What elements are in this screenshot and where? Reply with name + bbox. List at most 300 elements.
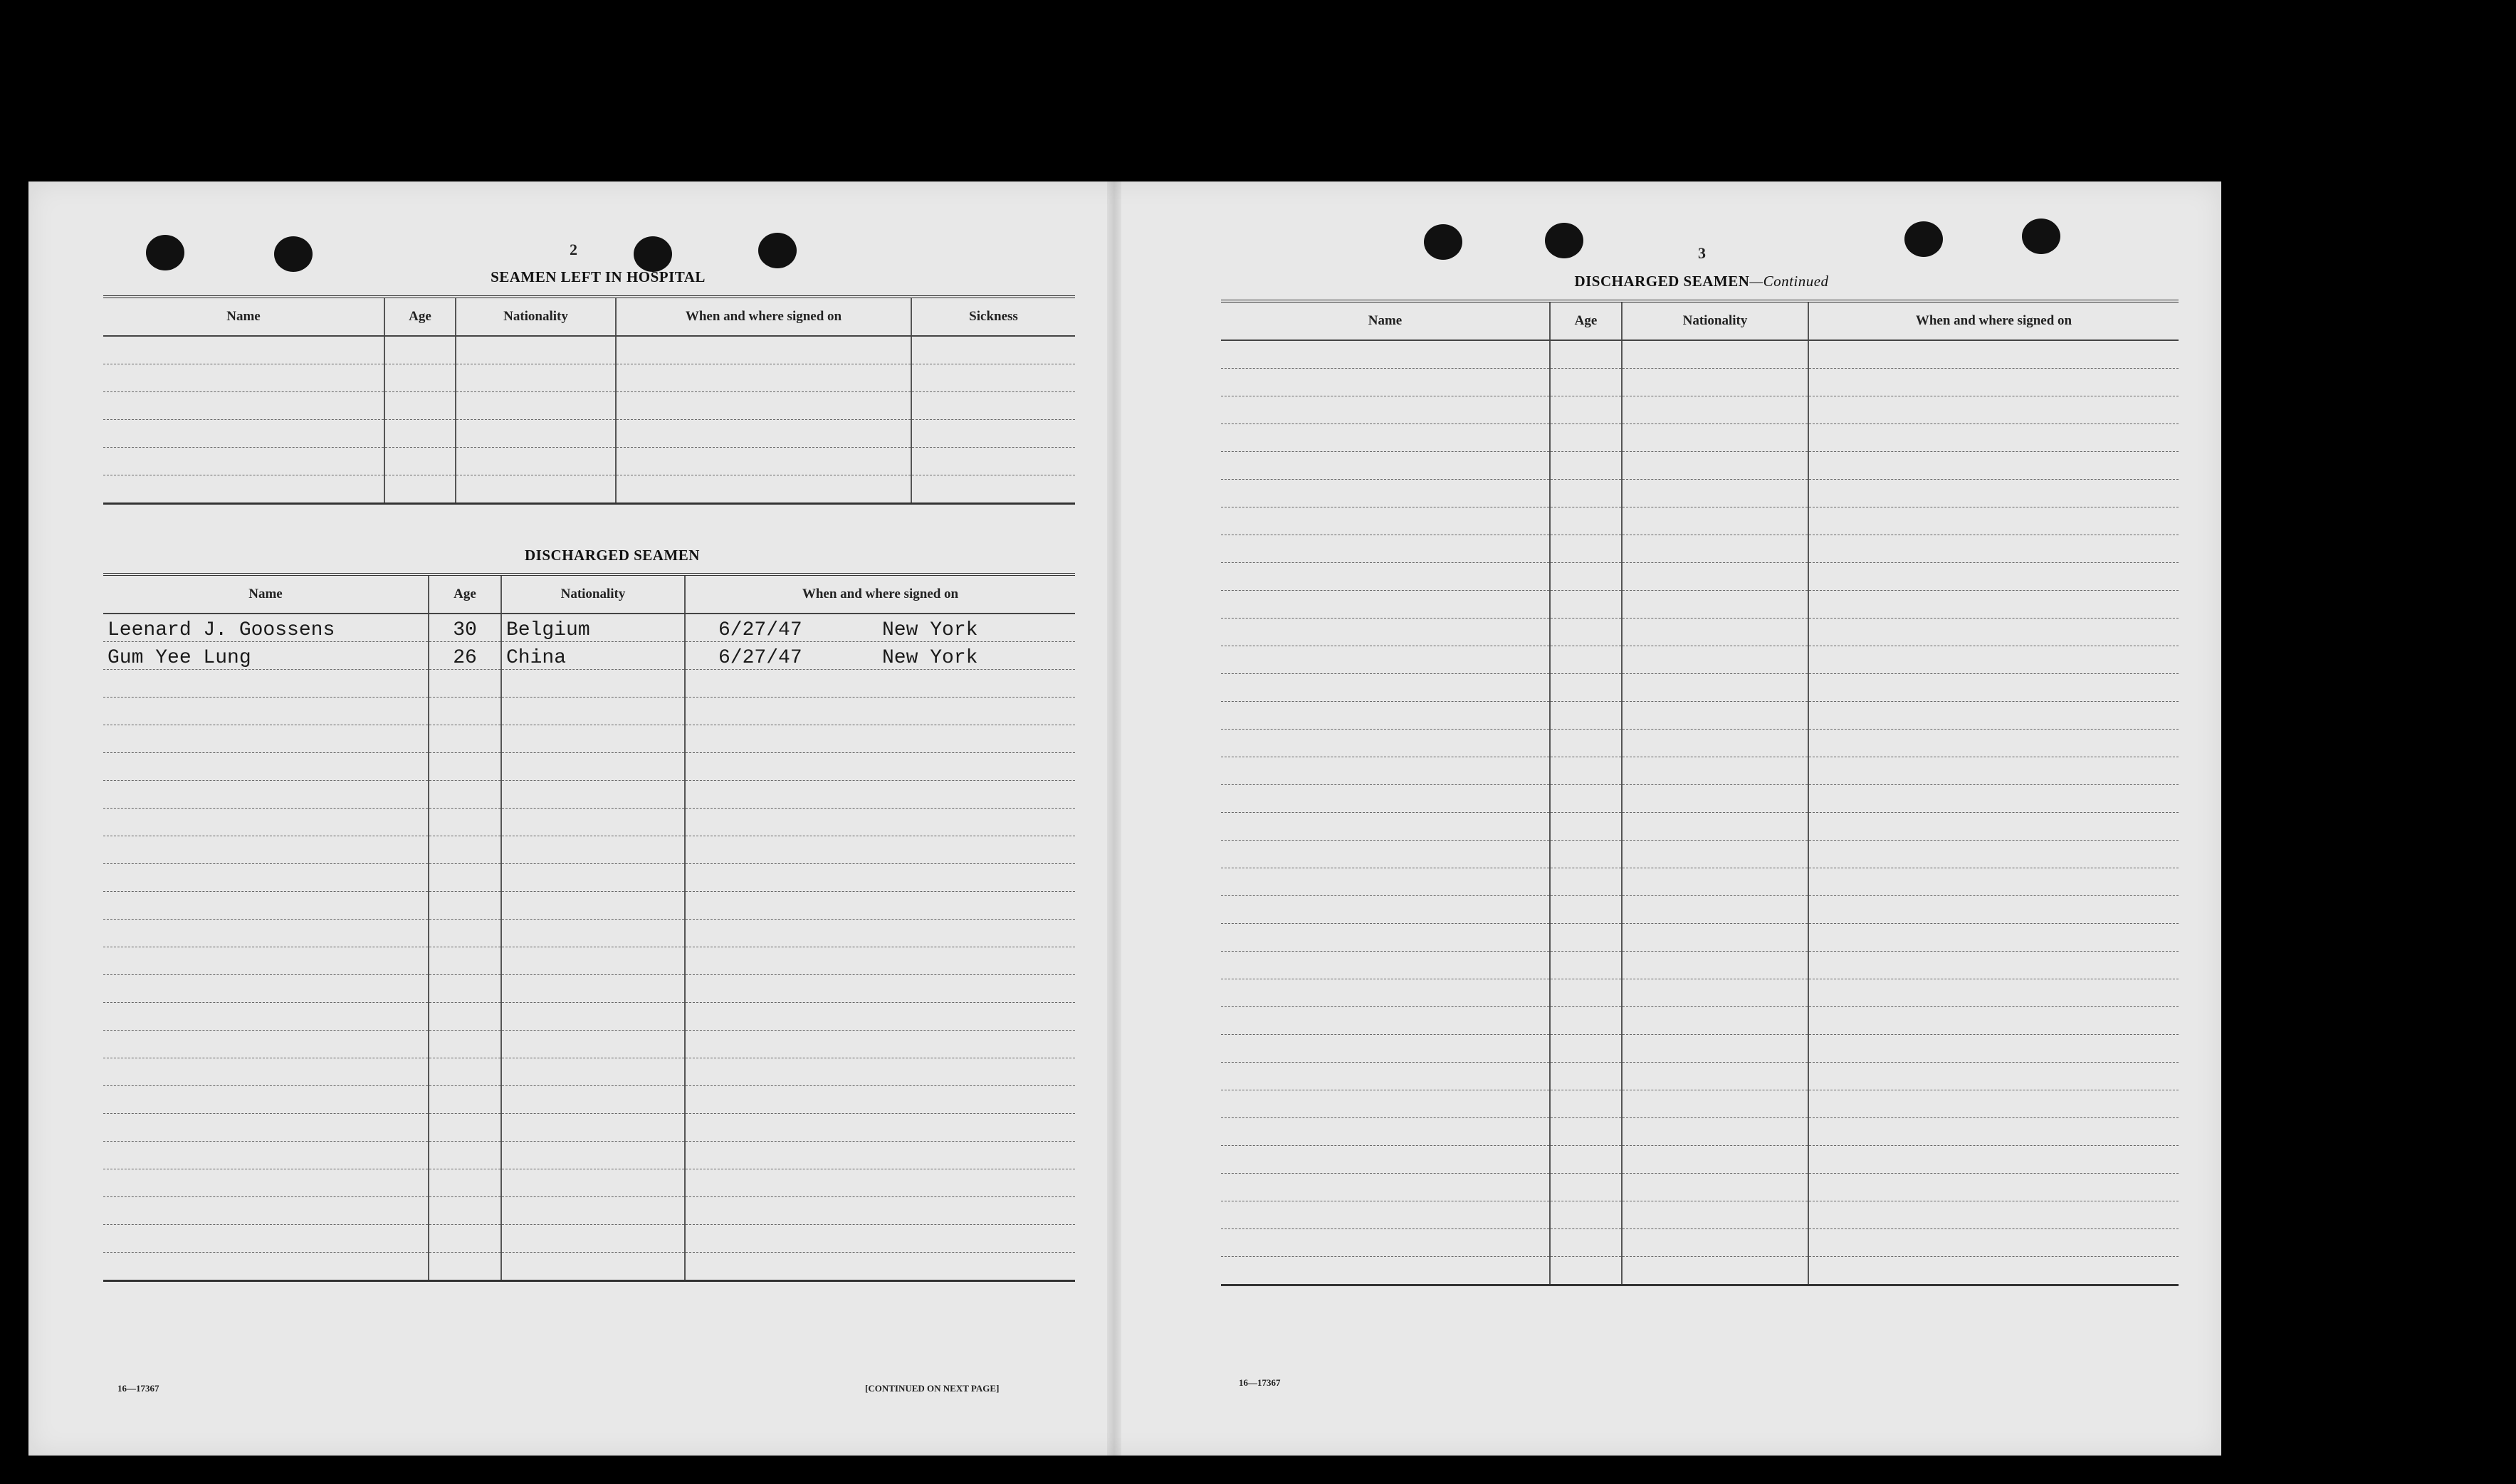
empty-cell [1221, 591, 1550, 619]
empty-cell [103, 1003, 429, 1031]
punch-hole [1424, 224, 1462, 260]
table-row [1221, 1063, 2179, 1090]
table-row [103, 336, 1075, 364]
empty-cell [1550, 369, 1622, 396]
empty-cell [1622, 924, 1808, 952]
empty-cell [103, 892, 429, 920]
table-row [1221, 1118, 2179, 1146]
empty-cell [685, 975, 1075, 1003]
empty-cell [1221, 785, 1550, 813]
empty-cell [1622, 646, 1808, 674]
table-row [103, 420, 1075, 448]
empty-cell [1808, 563, 2179, 591]
empty-cell [1622, 674, 1808, 702]
empty-cell [616, 475, 911, 504]
empty-cell [103, 1169, 429, 1197]
empty-cell [103, 420, 384, 448]
empty-cell [1550, 646, 1622, 674]
col-header-signed-on: When and where signed on [685, 574, 1075, 614]
empty-cell [501, 781, 685, 809]
empty-cell [1221, 924, 1550, 952]
table-row [1221, 340, 2179, 369]
empty-cell [1550, 1090, 1622, 1118]
empty-cell [501, 1197, 685, 1225]
empty-cell [384, 448, 456, 475]
table-row [103, 947, 1075, 975]
empty-cell [1550, 1118, 1622, 1146]
table-row [1221, 396, 2179, 424]
col-header-name: Name [103, 297, 384, 336]
empty-cell [1808, 785, 2179, 813]
empty-cell [1550, 563, 1622, 591]
table-row [103, 809, 1075, 836]
discharged-table [103, 573, 1075, 1282]
empty-cell [103, 947, 429, 975]
col-header-age: Age [384, 297, 456, 336]
empty-cell [1808, 1174, 2179, 1201]
empty-cell [103, 1086, 429, 1114]
empty-cell [429, 670, 501, 698]
table-row [1221, 813, 2179, 841]
empty-cell [1221, 868, 1550, 896]
empty-cell [456, 420, 616, 448]
empty-cell [1622, 507, 1808, 535]
empty-cell [1221, 757, 1550, 785]
table-row [103, 975, 1075, 1003]
empty-cell [1808, 507, 2179, 535]
table-row [103, 475, 1075, 504]
empty-cell [429, 947, 501, 975]
empty-cell [685, 1058, 1075, 1086]
table-row [103, 920, 1075, 947]
empty-cell [429, 809, 501, 836]
empty-cell [1622, 340, 1808, 369]
table-row [103, 1253, 1075, 1281]
empty-cell [1550, 1174, 1622, 1201]
empty-cell [1622, 702, 1808, 730]
empty-cell [429, 1169, 501, 1197]
col-header-name: Name [1221, 301, 1550, 340]
empty-cell [685, 1142, 1075, 1169]
punch-hole [634, 236, 672, 272]
empty-cell [456, 336, 616, 364]
empty-cell [1808, 480, 2179, 507]
table-row [103, 670, 1075, 698]
left-page [28, 181, 1111, 1456]
empty-cell [685, 1169, 1075, 1197]
empty-cell [1622, 1257, 1808, 1285]
table-row [1221, 480, 2179, 507]
empty-cell [429, 753, 501, 781]
empty-cell [1221, 619, 1550, 646]
empty-cell [103, 698, 429, 725]
empty-cell [1221, 979, 1550, 1007]
empty-cell [1622, 619, 1808, 646]
empty-cell [1808, 396, 2179, 424]
empty-cell [1221, 563, 1550, 591]
col-header-name: Name [103, 574, 429, 614]
empty-cell [1808, 619, 2179, 646]
empty-cell [1808, 1090, 2179, 1118]
table-row [1221, 619, 2179, 646]
empty-cell [501, 725, 685, 753]
table-row [103, 892, 1075, 920]
empty-cell [1808, 702, 2179, 730]
table-row [1221, 952, 2179, 979]
table-row [1221, 563, 2179, 591]
empty-cell [103, 1142, 429, 1169]
empty-cell [1808, 813, 2179, 841]
seaman-signed-on [685, 642, 1075, 670]
empty-cell [1622, 1174, 1808, 1201]
empty-cell [501, 947, 685, 975]
empty-cell [1550, 1229, 1622, 1257]
empty-cell [911, 336, 1075, 364]
empty-cell [384, 392, 456, 420]
empty-cell [429, 1003, 501, 1031]
col-header-nationality: Nationality [1622, 301, 1808, 340]
empty-cell [384, 475, 456, 504]
table-row [103, 614, 1075, 642]
empty-cell [1550, 785, 1622, 813]
empty-cell [1221, 424, 1550, 452]
table-row [103, 364, 1075, 392]
empty-cell [1221, 952, 1550, 979]
empty-cell [456, 448, 616, 475]
empty-cell [429, 920, 501, 947]
empty-cell [685, 753, 1075, 781]
col-header-age: Age [1550, 301, 1622, 340]
table-row [103, 1003, 1075, 1031]
empty-cell [501, 1031, 685, 1058]
empty-cell [429, 1114, 501, 1142]
empty-cell [1221, 396, 1550, 424]
empty-cell [1550, 1201, 1622, 1229]
empty-cell [1221, 507, 1550, 535]
table-row [1221, 979, 2179, 1007]
table-row [103, 864, 1075, 892]
discharged-section-title: DISCHARGED SEAMEN [525, 547, 700, 564]
empty-cell [501, 864, 685, 892]
empty-cell [1221, 369, 1550, 396]
empty-cell [1622, 396, 1808, 424]
empty-cell [1550, 535, 1622, 563]
empty-cell [384, 336, 456, 364]
empty-cell [685, 1197, 1075, 1225]
empty-cell [384, 420, 456, 448]
empty-cell [1808, 868, 2179, 896]
empty-cell [685, 920, 1075, 947]
empty-cell [1622, 730, 1808, 757]
table-row [1221, 757, 2179, 785]
signed-on-place: New York [882, 619, 978, 641]
empty-cell [1221, 1146, 1550, 1174]
empty-cell [429, 836, 501, 864]
empty-cell [103, 920, 429, 947]
empty-cell [103, 864, 429, 892]
empty-cell [501, 1003, 685, 1031]
empty-cell [501, 975, 685, 1003]
table-row [103, 1058, 1075, 1086]
empty-cell [685, 698, 1075, 725]
empty-cell [1550, 1007, 1622, 1035]
empty-cell [911, 392, 1075, 420]
empty-cell [1808, 646, 2179, 674]
empty-cell [685, 1253, 1075, 1281]
empty-cell [103, 809, 429, 836]
empty-cell [1808, 730, 2179, 757]
table-row [1221, 1201, 2179, 1229]
empty-cell [429, 1225, 501, 1253]
empty-cell [429, 1253, 501, 1281]
empty-cell [1221, 702, 1550, 730]
empty-cell [1622, 1146, 1808, 1174]
empty-cell [501, 1086, 685, 1114]
empty-cell [1622, 480, 1808, 507]
page-number: 2 [570, 241, 577, 258]
empty-cell [1622, 591, 1808, 619]
empty-cell [1550, 396, 1622, 424]
empty-cell [1622, 1118, 1808, 1146]
empty-cell [685, 1003, 1075, 1031]
col-header-signed-on: When and where signed on [1808, 301, 2179, 340]
seaman-nationality: Belgium [501, 614, 685, 642]
empty-cell [1550, 813, 1622, 841]
table-row [1221, 1090, 2179, 1118]
empty-cell [1622, 785, 1808, 813]
empty-cell [1808, 1007, 2179, 1035]
empty-cell [1221, 1118, 1550, 1146]
empty-cell [103, 392, 384, 420]
table-row [1221, 1174, 2179, 1201]
empty-cell [501, 1225, 685, 1253]
col-header-nationality: Nationality [501, 574, 685, 614]
empty-cell [103, 753, 429, 781]
table-row [1221, 1007, 2179, 1035]
table-row [1221, 1229, 2179, 1257]
empty-cell [1808, 757, 2179, 785]
col-header-age: Age [429, 574, 501, 614]
empty-cell [1221, 535, 1550, 563]
empty-cell [103, 836, 429, 864]
empty-cell [1622, 1063, 1808, 1090]
empty-cell [1221, 1257, 1550, 1285]
signed-on-date: 6/27/47 [718, 619, 802, 641]
empty-cell [1550, 619, 1622, 646]
empty-cell [1221, 480, 1550, 507]
empty-cell [1808, 369, 2179, 396]
empty-cell [1550, 730, 1622, 757]
continued-suffix: —Continued [1749, 273, 1829, 290]
empty-cell [429, 1086, 501, 1114]
empty-cell [103, 725, 429, 753]
table-row [103, 1197, 1075, 1225]
empty-cell [1550, 841, 1622, 868]
empty-cell [685, 809, 1075, 836]
empty-cell [1550, 1063, 1622, 1090]
empty-cell [911, 448, 1075, 475]
empty-cell [1622, 896, 1808, 924]
empty-cell [103, 1197, 429, 1225]
empty-cell [1808, 452, 2179, 480]
table-row [103, 836, 1075, 864]
empty-cell [685, 670, 1075, 698]
table-row [1221, 785, 2179, 813]
empty-cell [1808, 979, 2179, 1007]
empty-cell [429, 975, 501, 1003]
empty-cell [501, 1169, 685, 1197]
empty-cell [1550, 702, 1622, 730]
empty-cell [1550, 868, 1622, 896]
empty-cell [103, 1114, 429, 1142]
empty-cell [1622, 563, 1808, 591]
empty-cell [1550, 591, 1622, 619]
empty-cell [1622, 757, 1808, 785]
empty-cell [1622, 1090, 1808, 1118]
empty-cell [1808, 1035, 2179, 1063]
empty-cell [1550, 924, 1622, 952]
empty-cell [501, 1253, 685, 1281]
empty-cell [1808, 535, 2179, 563]
empty-cell [456, 364, 616, 392]
empty-cell [103, 1253, 429, 1281]
empty-cell [1550, 757, 1622, 785]
table-row [103, 1225, 1075, 1253]
table-row [1221, 674, 2179, 702]
empty-cell [1808, 952, 2179, 979]
empty-cell [1550, 1035, 1622, 1063]
empty-cell [1622, 535, 1808, 563]
empty-cell [1808, 674, 2179, 702]
seaman-age: 26 [429, 642, 501, 670]
empty-cell [1622, 1201, 1808, 1229]
table-row [1221, 1035, 2179, 1063]
page-number: 3 [1698, 244, 1706, 262]
punch-hole [1545, 223, 1583, 258]
hospital-section-title: SEAMEN LEFT IN HOSPITAL [491, 268, 706, 285]
discharged-continued-title [1524, 273, 1880, 290]
empty-cell [501, 809, 685, 836]
col-header-sickness: Sickness [911, 297, 1075, 336]
continued-note: [CONTINUED ON NEXT PAGE] [865, 1383, 1000, 1394]
table-row [1221, 591, 2179, 619]
empty-cell [685, 864, 1075, 892]
empty-cell [501, 920, 685, 947]
empty-cell [1808, 1229, 2179, 1257]
table-row [103, 1086, 1075, 1114]
table-row [1221, 1146, 2179, 1174]
table-row [103, 1169, 1075, 1197]
seaman-name: Leenard J. Goossens [103, 614, 429, 642]
col-header-signed-on: When and where signed on [616, 297, 911, 336]
empty-cell [1221, 646, 1550, 674]
empty-cell [685, 781, 1075, 809]
empty-cell [429, 892, 501, 920]
empty-cell [429, 781, 501, 809]
empty-cell [911, 364, 1075, 392]
punch-hole [146, 235, 184, 270]
empty-cell [1808, 896, 2179, 924]
empty-cell [103, 1058, 429, 1086]
empty-cell [685, 1086, 1075, 1114]
table-row [103, 753, 1075, 781]
empty-cell [1550, 896, 1622, 924]
empty-cell [1550, 480, 1622, 507]
table-row [103, 698, 1075, 725]
empty-cell [1221, 1174, 1550, 1201]
empty-cell [1221, 1229, 1550, 1257]
table-row [1221, 702, 2179, 730]
empty-cell [1808, 591, 2179, 619]
empty-cell [501, 1058, 685, 1086]
empty-cell [1808, 841, 2179, 868]
empty-cell [1550, 340, 1622, 369]
seaman-name: Gum Yee Lung [103, 642, 429, 670]
table-row [103, 448, 1075, 475]
empty-cell [1808, 1146, 2179, 1174]
empty-cell [1550, 979, 1622, 1007]
empty-cell [501, 670, 685, 698]
empty-cell [429, 1031, 501, 1058]
empty-cell [1221, 452, 1550, 480]
empty-cell [501, 698, 685, 725]
empty-cell [456, 392, 616, 420]
empty-cell [911, 475, 1075, 504]
right-page [1125, 181, 2221, 1456]
empty-cell [1221, 1201, 1550, 1229]
empty-cell [1221, 841, 1550, 868]
table-row [103, 1031, 1075, 1058]
table-row [1221, 868, 2179, 896]
empty-cell [103, 336, 384, 364]
table-row [103, 1142, 1075, 1169]
document-sheet [28, 181, 2221, 1456]
empty-cell [501, 1114, 685, 1142]
empty-cell [103, 1225, 429, 1253]
empty-cell [1550, 507, 1622, 535]
empty-cell [1808, 1063, 2179, 1090]
signed-on-place: New York [882, 647, 978, 669]
empty-cell [429, 864, 501, 892]
empty-cell [1221, 1063, 1550, 1090]
empty-cell [616, 364, 911, 392]
empty-cell [1622, 841, 1808, 868]
empty-cell [1550, 674, 1622, 702]
empty-cell [1808, 1257, 2179, 1285]
empty-cell [1221, 1090, 1550, 1118]
empty-cell [501, 1142, 685, 1169]
table-row [1221, 452, 2179, 480]
empty-cell [103, 448, 384, 475]
punch-hole [1904, 221, 1943, 257]
empty-cell [429, 725, 501, 753]
hospital-table [103, 295, 1075, 505]
empty-cell [616, 336, 911, 364]
empty-cell [1808, 924, 2179, 952]
seaman-signed-on [685, 614, 1075, 642]
empty-cell [1221, 674, 1550, 702]
table-row [1221, 896, 2179, 924]
empty-cell [1622, 1007, 1808, 1035]
empty-cell [103, 1031, 429, 1058]
empty-cell [1808, 1201, 2179, 1229]
discharged-title-text: DISCHARGED SEAMEN [1574, 273, 1750, 290]
empty-cell [501, 836, 685, 864]
empty-cell [1622, 369, 1808, 396]
empty-cell [616, 420, 911, 448]
empty-cell [685, 892, 1075, 920]
empty-cell [1550, 1146, 1622, 1174]
